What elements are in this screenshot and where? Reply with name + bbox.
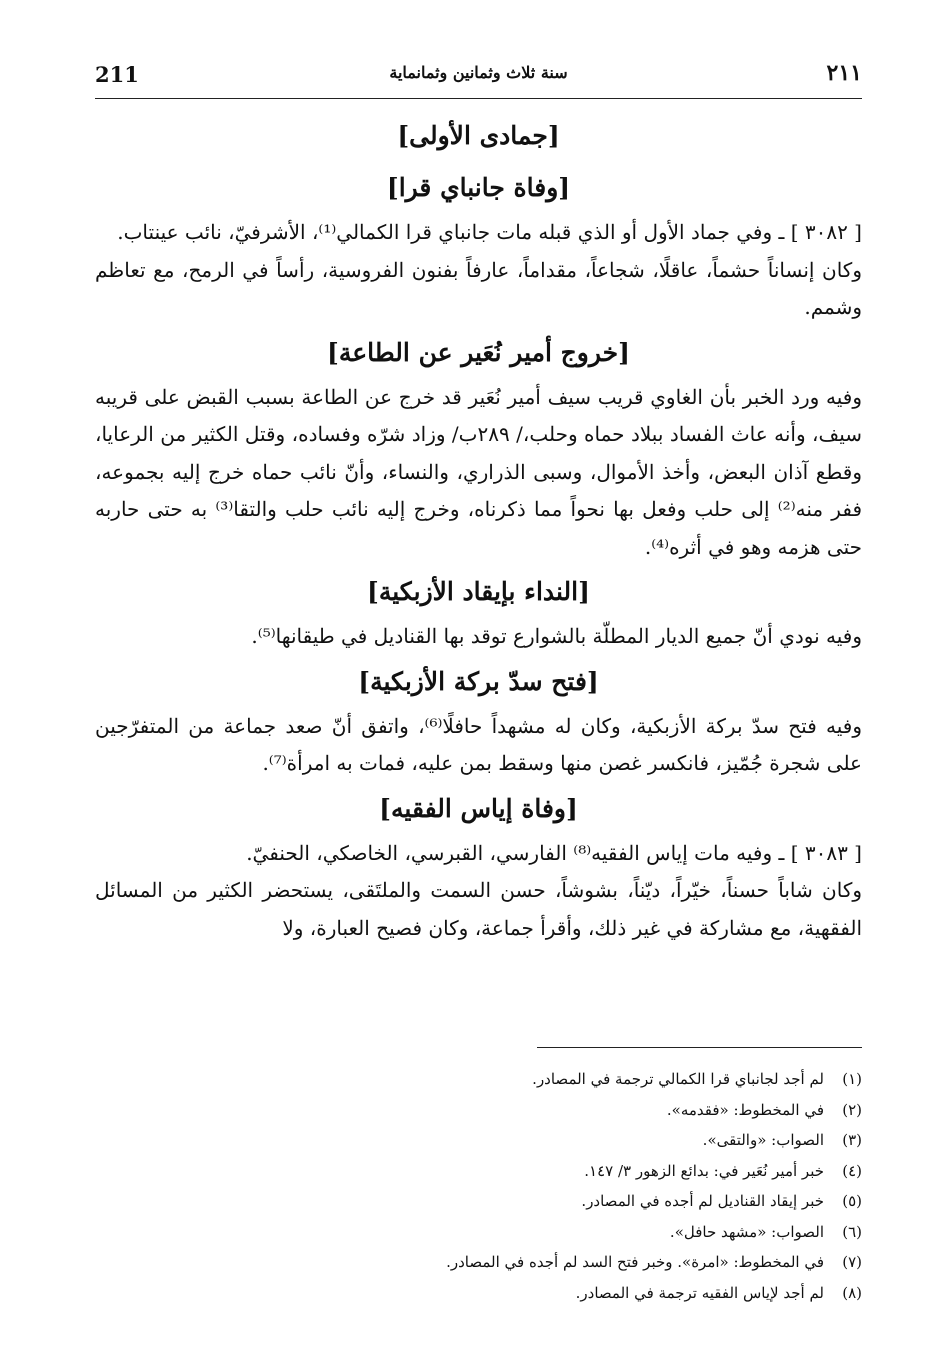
footnote [82,1278,862,1309]
paragraph: وفيه فتح سدّ بركة الأزبكية، وكان له مشهداً حافلًا⁽⁶⁾، واتفق أنّ صعد جماعة من المتفرّجين على شجرة جُمّيز، فانكسر غصن منها وسقط بمن عليه، فمات به امرأة⁽⁷⁾. [95,713,863,775]
footnote-rule [537,1047,862,1048]
paragraph: [ ٣٠٨٢ ] ـ وفي جماد الأول أو الذي قبله مات جانباي قرا الكمالي⁽¹⁾، الأشرفيّ، نائب عينتاب. [117,220,862,244]
footnote-number: (٣) [842,1131,862,1149]
footnote [82,1156,862,1187]
footnote [82,1247,862,1278]
footnote-text: الصواب: «والتقى». [702,1131,824,1149]
footnote-text: لم أجد لجانباي قرا الكمالي ترجمة في المصادر. [532,1070,824,1088]
footnote-number: (٧) [842,1253,862,1271]
footnote-text: الصواب: «مشهد حافل». [669,1222,824,1241]
section-heading: [فتح سدّ بركة الأزبكية] [358,666,599,696]
footnotes [82,1064,862,1308]
footnote [82,1186,862,1217]
section-heading: [خروج أمير نُعَير عن الطاعة] [327,337,630,367]
footnote [82,1125,862,1156]
footnote-text: في المخطوط: «امرة». وخبر فتح السد لم أجده في المصادر. [446,1253,824,1271]
footnote-text: خبر أمير نُعَير في: بدائع الزهور ٣/ ١٤٧. [584,1161,824,1180]
page-number-latin: 211 [95,62,139,87]
paragraph: وكان إنساناً حشماً، عاقلًا، شجاعاً، مقداماً، عارفاً بفنون الفروسية، رأساً في الرمح، مع تعاظم وشمم. [95,257,862,319]
footnote-text: خبر إيقاد القناديل لم أجده في المصادر. [581,1192,824,1210]
paragraph: [ ٣٠٨٣ ] ـ وفيه مات إياس الفقيه⁽⁸⁾ الفارسي، القبرسي، الخاصكي، الحنفيّ. [246,840,862,865]
paragraph: وكان شاباً حسناً، خيّراً، ديّناً، بشوشاً، حسن السمت والملتَقى، يستحضر الكثير من المسائل الفقهية، مع مشاركة في غير ذلك، وأقرأ جماعة، وكان فصيح العبارة، ولا [95,878,862,940]
footnote-text: لم أجد لإياس الفقيه ترجمة في المصادر. [575,1283,824,1302]
header-rule [95,98,862,99]
running-title: سنة ثلاث وثمانين وثمانماية [389,63,568,82]
footnote-text: في المخطوط: «فقدمه». [666,1100,824,1119]
month-heading: [جمادى الأولى] [397,121,560,150]
paragraph: وفيه نودي أنّ جميع الديار المطلّة بالشوارع توقد بها القناديل في طيقانها⁽⁵⁾. [251,624,862,648]
section-heading: [وفاة إياس الفقيه] [379,793,578,823]
section-heading: [وفاة جانباي قرا] [386,173,571,202]
paragraph: وفيه ورد الخبر بأن الغاوي قريب سيف أمير نُعَير قد خرج عن الطاعة بسبب القبض على قريبه سيف، وأنه عاث الفساد ببلاد حماه وحلب،/ ٢٨٩ب/ وزاد شرّه وفساده، وقتل الكثير من الرعايا، وقطع آذان البعض، وأخذ الأموال، وسبى الذراري، والنساء، وأنّ نائب حماه خرج إليه بجموعه، ففر منه⁽²⁾ إلى حلب وفعل بها نحواً مما ذكرناه، وخرج إليه نائب حلب والتقا⁽³⁾ به حتى حاربه حتى هزمه وهو في أثره⁽⁴⁾. [95,384,863,559]
footnote-number: (٤) [842,1161,862,1180]
footnote-number: (٨) [842,1283,862,1302]
footnote [82,1217,862,1248]
running-header [95,60,862,104]
footnote-number: (٥) [842,1192,862,1210]
main-text [95,110,862,947]
section-heading: [النداء بإيقاد الأزبكية] [367,577,590,606]
footnote-number: (١) [842,1070,862,1088]
footnote [82,1095,862,1126]
footnote-number: (٦) [842,1222,862,1241]
footnote [82,1064,862,1095]
page-number-arabic: ٢١١ [826,60,862,86]
footnote-number: (٢) [842,1100,862,1119]
